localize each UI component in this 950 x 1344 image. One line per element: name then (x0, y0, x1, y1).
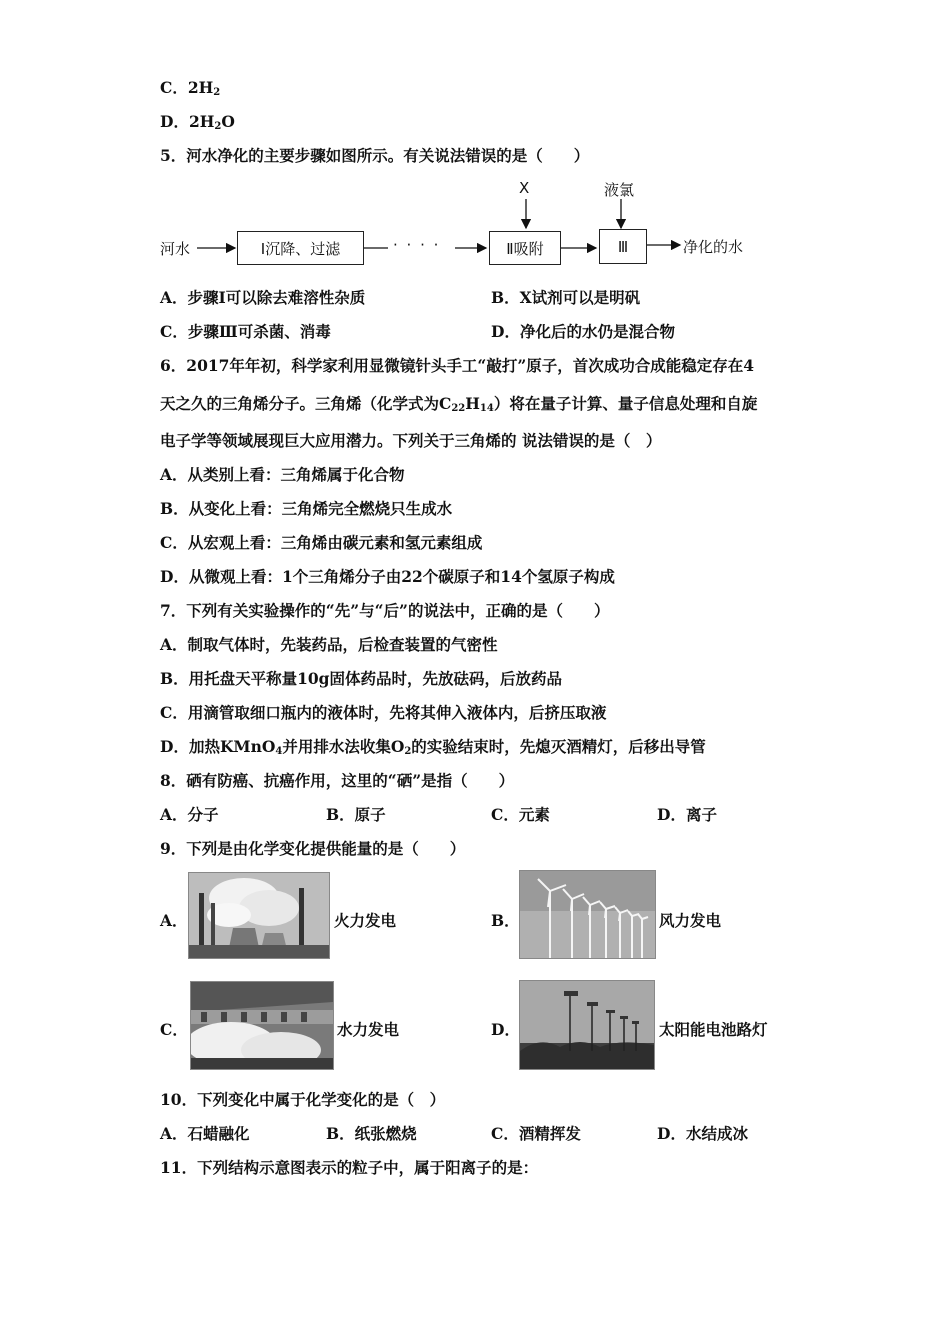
step1-box: Ⅰ沉降、过滤 (237, 231, 364, 265)
q5-stem: 5．河水净化的主要步骤如图所示。有关说法错误的是（ ） (160, 146, 590, 165)
q10-stem: 10．下列变化中属于化学变化的是（ ） (160, 1090, 446, 1109)
q9-option-a-text: 火力发电 (334, 911, 397, 930)
q5-option-d: D．净化后的水仍是混合物 (491, 322, 675, 341)
q7-option-a: A．制取气体时，先装药品，后检查装置的气密性 (160, 635, 498, 654)
q8-option-b: B．原子 (326, 805, 386, 824)
solar-streetlights-drawing (520, 981, 654, 1069)
q8-option-d: D．离子 (657, 805, 717, 824)
q10-option-b: B．纸张燃烧 (326, 1124, 417, 1143)
q9-option-b-label: B． (491, 911, 520, 930)
q7-option-d: D．加热KMnO$_4$并用排水法收集$O_2$的实验结束时，先熄灭酒精灯，后移出导管 (160, 737, 706, 757)
q5-option-b: B．X试剂可以是明矾 (491, 288, 641, 307)
q6-stem-line3: 电子学等领域展现巨大应用潜力。下列关于三角烯的 说法错误的是（ ） (160, 431, 662, 450)
q6-stem-line1: 6．2017年年初，科学家利用显微镜针头手工“敲打”原子，首次成功合成能稳定存在4 (160, 356, 755, 375)
q9-option-c-text: 水力发电 (337, 1020, 400, 1039)
hydro-dam-image (190, 981, 334, 1070)
q4-option-d: D．$2H_2O$ (160, 112, 235, 132)
q9-option-a-label: A． (160, 911, 188, 930)
q6-option-d: D．从微观上看：1个三角烯分子由22个碳原子和14个氢原子构成 (160, 567, 615, 586)
q6-option-b: B．从变化上看：三角烯完全燃烧只生成水 (160, 499, 453, 518)
q11-stem: 11．下列结构示意图表示的粒子中，属于阳离子的是： (160, 1158, 539, 1177)
q9-option-c-label: C． (160, 1020, 188, 1039)
wind-turbines-drawing (520, 871, 655, 958)
q7-option-b: B．用托盘天平称量10g固体药品时，先放砝码，后放药品 (160, 669, 563, 688)
reagent-chlorine-label: 液氯 (604, 181, 635, 199)
q9-option-d-label: D． (491, 1020, 520, 1039)
q8-stem: 8．硒有防癌、抗癌作用，这里的“硒”是指（ ） (160, 771, 515, 790)
q7-stem: 7．下列有关实验操作的“先”与“后”的说法中，正确的是（ ） (160, 601, 610, 620)
step2-box: Ⅱ吸附 (489, 231, 561, 265)
q6-option-a: A．从类别上看：三角烯属于化合物 (160, 465, 405, 484)
q5-option-a: A．步骤Ⅰ可以除去难溶性杂质 (160, 288, 366, 307)
q8-option-a: A．分子 (160, 805, 219, 824)
q10-option-a: A．石蜡融化 (160, 1124, 250, 1143)
q9-option-b-text: 风力发电 (659, 911, 722, 930)
diagram-input-label: 河水 (160, 240, 191, 258)
q9-stem: 9．下列是由化学变化提供能量的是（ ） (160, 839, 466, 858)
reagent-x-label: X (519, 179, 530, 197)
thermal-plant-drawing (189, 873, 329, 958)
diagram-dots: · · · · (393, 236, 441, 254)
q7-option-c: C．用滴管取细口瓶内的液体时，先将其伸入液体内，后挤压取液 (160, 703, 607, 722)
q6-option-c: C．从宏观上看：三角烯由碳元素和氢元素组成 (160, 533, 483, 552)
q10-option-d: D．水结成冰 (657, 1124, 748, 1143)
solar-streetlights-image (519, 980, 655, 1070)
q9-option-d-text: 太阳能电池路灯 (659, 1020, 768, 1039)
hydro-dam-drawing (191, 982, 333, 1069)
diagram-output-label: 净化的水 (683, 238, 744, 256)
q4-option-c: C．$2H_2$ (160, 78, 221, 98)
q8-option-c: C．元素 (491, 805, 550, 824)
wind-turbines-image (519, 870, 656, 959)
q6-stem-line2: 天之久的三角烯分子。三角烯（化学式为$C_{22}H_{14}$）将在量子计算、量子信息处理和自旋 (160, 394, 758, 414)
q5-option-c: C．步骤Ⅲ可杀菌、消毒 (160, 322, 331, 341)
q10-option-c: C．酒精挥发 (491, 1124, 581, 1143)
thermal-power-plant-image (188, 872, 330, 959)
step3-box: Ⅲ (599, 229, 647, 264)
